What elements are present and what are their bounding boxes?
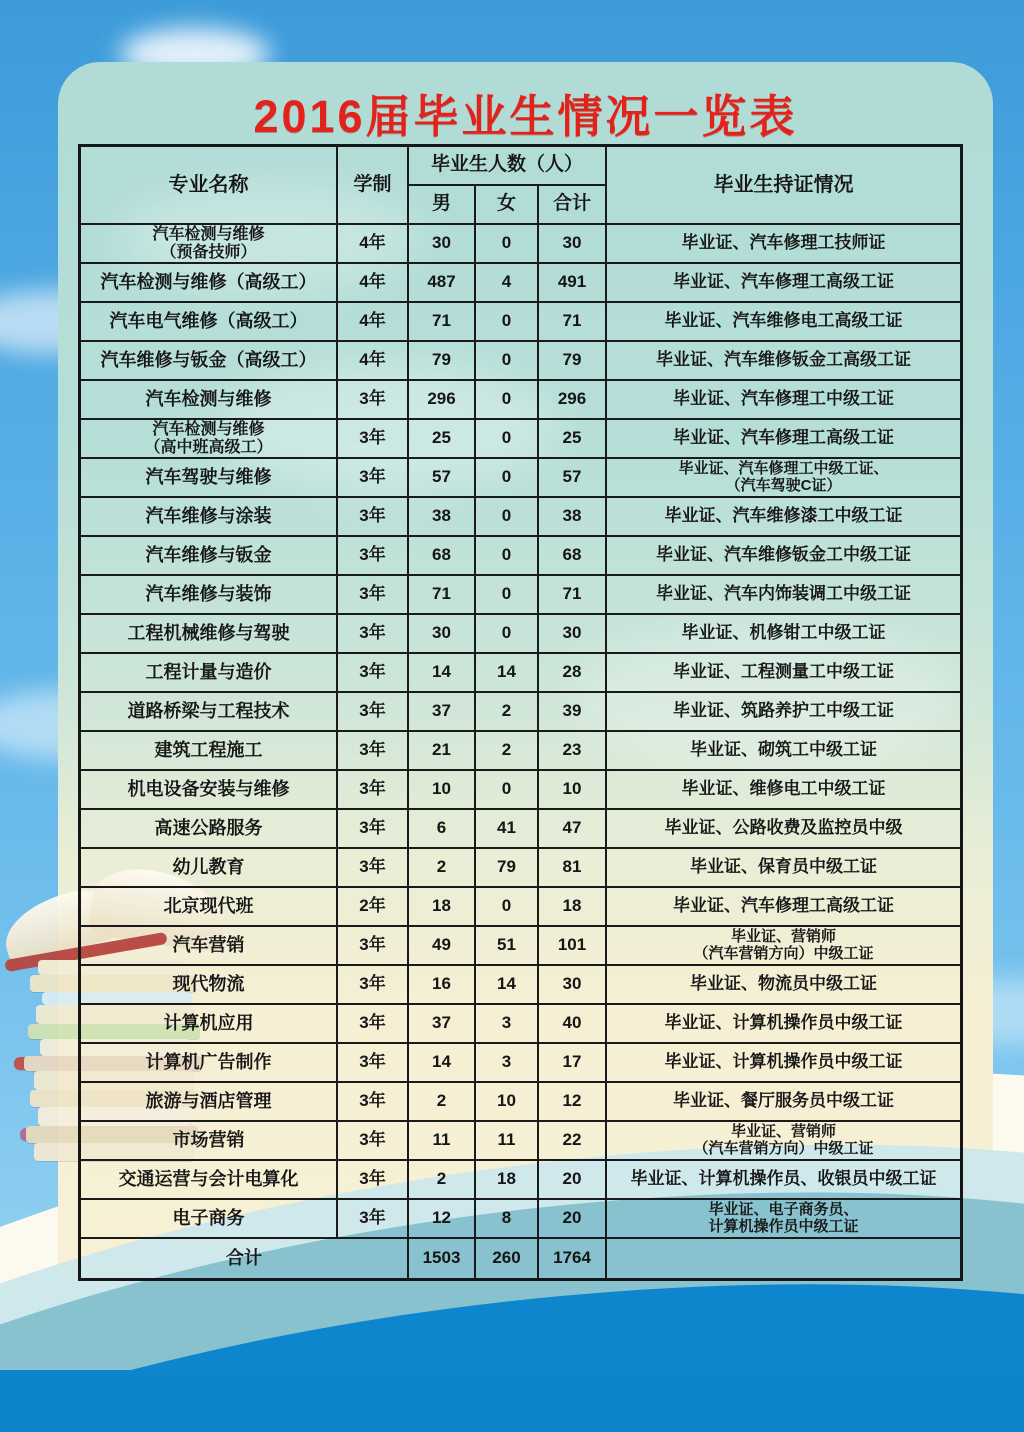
footer-label: 合计 xyxy=(81,1239,409,1278)
table-row xyxy=(81,693,960,732)
header-count-group-wrap xyxy=(409,147,607,225)
male-count-cell: 2 xyxy=(409,1083,476,1122)
female-count-cell: 0 xyxy=(476,342,539,381)
major-name-cell: 现代物流 xyxy=(81,966,338,1005)
cert-cell: 毕业证、汽车修理工中级工证 xyxy=(607,381,960,420)
major-name-cell: 道路桥梁与工程技术 xyxy=(81,693,338,732)
total-count-cell: 22 xyxy=(539,1122,607,1161)
total-count-cell: 79 xyxy=(539,342,607,381)
table-row xyxy=(81,1005,960,1044)
male-count-cell: 296 xyxy=(409,381,476,420)
male-count-cell: 6 xyxy=(409,810,476,849)
major-name-cell: 机电设备安装与维修 xyxy=(81,771,338,810)
total-count-cell: 101 xyxy=(539,927,607,966)
major-name-cell: 工程计量与造价 xyxy=(81,654,338,693)
total-count-cell: 18 xyxy=(539,888,607,927)
duration-cell: 4年 xyxy=(338,225,409,264)
table-row xyxy=(81,576,960,615)
female-count-cell: 2 xyxy=(476,732,539,771)
male-count-cell: 2 xyxy=(409,1161,476,1200)
duration-cell: 4年 xyxy=(338,264,409,303)
male-count-cell: 2 xyxy=(409,849,476,888)
duration-cell: 3年 xyxy=(338,732,409,771)
female-count-cell: 14 xyxy=(476,966,539,1005)
header-duration: 学制 xyxy=(338,147,409,225)
cert-cell: 毕业证、计算机操作员中级工证 xyxy=(607,1044,960,1083)
table-row xyxy=(81,537,960,576)
major-name-cell: 汽车维修与涂装 xyxy=(81,498,338,537)
female-count-cell: 51 xyxy=(476,927,539,966)
major-name-cell: 旅游与酒店管理 xyxy=(81,1083,338,1122)
female-count-cell: 0 xyxy=(476,498,539,537)
female-count-cell: 79 xyxy=(476,849,539,888)
table-row xyxy=(81,966,960,1005)
footer-male: 1503 xyxy=(409,1239,476,1278)
male-count-cell: 10 xyxy=(409,771,476,810)
male-count-cell: 11 xyxy=(409,1122,476,1161)
major-name-cell: 计算机广告制作 xyxy=(81,1044,338,1083)
total-count-cell: 10 xyxy=(539,771,607,810)
male-count-cell: 37 xyxy=(409,1005,476,1044)
table-row xyxy=(81,615,960,654)
total-count-cell: 38 xyxy=(539,498,607,537)
cert-cell: 毕业证、汽车修理工中级工证、 （汽车驾驶C证） xyxy=(607,459,960,498)
major-name-cell: 工程机械维修与驾驶 xyxy=(81,615,338,654)
cert-cell: 毕业证、砌筑工中级工证 xyxy=(607,732,960,771)
total-count-cell: 17 xyxy=(539,1044,607,1083)
female-count-cell: 0 xyxy=(476,771,539,810)
total-count-cell: 30 xyxy=(539,615,607,654)
major-name-cell: 幼儿教育 xyxy=(81,849,338,888)
table-row xyxy=(81,732,960,771)
female-count-cell: 41 xyxy=(476,810,539,849)
cert-cell: 毕业证、营销师 （汽车营销方向）中级工证 xyxy=(607,1122,960,1161)
female-count-cell: 11 xyxy=(476,1122,539,1161)
table-row xyxy=(81,810,960,849)
male-count-cell: 68 xyxy=(409,537,476,576)
duration-cell: 4年 xyxy=(338,342,409,381)
male-count-cell: 30 xyxy=(409,615,476,654)
cert-cell: 毕业证、汽车维修钣金工中级工证 xyxy=(607,537,960,576)
table-row xyxy=(81,1083,960,1122)
cert-cell: 毕业证、汽车维修钣金工高级工证 xyxy=(607,342,960,381)
cert-cell: 毕业证、保育员中级工证 xyxy=(607,849,960,888)
duration-cell: 3年 xyxy=(338,1083,409,1122)
table-row xyxy=(81,303,960,342)
major-name-cell: 汽车维修与钣金 xyxy=(81,537,338,576)
table-row xyxy=(81,927,960,966)
table-header xyxy=(81,147,960,225)
major-name-cell: 建筑工程施工 xyxy=(81,732,338,771)
table-row xyxy=(81,654,960,693)
female-count-cell: 3 xyxy=(476,1005,539,1044)
male-count-cell: 71 xyxy=(409,576,476,615)
female-count-cell: 0 xyxy=(476,381,539,420)
male-count-cell: 487 xyxy=(409,264,476,303)
total-count-cell: 20 xyxy=(539,1161,607,1200)
duration-cell: 2年 xyxy=(338,888,409,927)
footer-cert xyxy=(607,1239,960,1278)
cert-cell: 毕业证、餐厅服务员中级工证 xyxy=(607,1083,960,1122)
female-count-cell: 4 xyxy=(476,264,539,303)
female-count-cell: 10 xyxy=(476,1083,539,1122)
table-row xyxy=(81,459,960,498)
total-count-cell: 30 xyxy=(539,966,607,1005)
major-name-cell: 汽车检测与维修 xyxy=(81,381,338,420)
major-name-cell: 电子商务 xyxy=(81,1200,338,1239)
cert-cell: 毕业证、汽车维修电工高级工证 xyxy=(607,303,960,342)
duration-cell: 3年 xyxy=(338,966,409,1005)
cert-cell: 毕业证、机修钳工中级工证 xyxy=(607,615,960,654)
male-count-cell: 79 xyxy=(409,342,476,381)
total-count-cell: 20 xyxy=(539,1200,607,1239)
cert-cell: 毕业证、营销师 （汽车营销方向）中级工证 xyxy=(607,927,960,966)
cert-cell: 毕业证、汽车维修漆工中级工证 xyxy=(607,498,960,537)
duration-cell: 3年 xyxy=(338,1044,409,1083)
table-row xyxy=(81,1122,960,1161)
duration-cell: 3年 xyxy=(338,459,409,498)
male-count-cell: 18 xyxy=(409,888,476,927)
table-row xyxy=(81,771,960,810)
duration-cell: 3年 xyxy=(338,420,409,459)
header-male: 男 xyxy=(409,186,476,225)
total-count-cell: 25 xyxy=(539,420,607,459)
total-count-cell: 296 xyxy=(539,381,607,420)
female-count-cell: 0 xyxy=(476,303,539,342)
footer-total: 1764 xyxy=(539,1239,607,1278)
total-count-cell: 68 xyxy=(539,537,607,576)
duration-cell: 3年 xyxy=(338,381,409,420)
female-count-cell: 18 xyxy=(476,1161,539,1200)
male-count-cell: 16 xyxy=(409,966,476,1005)
major-name-cell: 汽车维修与装饰 xyxy=(81,576,338,615)
cert-cell: 毕业证、物流员中级工证 xyxy=(607,966,960,1005)
cert-cell: 毕业证、维修电工中级工证 xyxy=(607,771,960,810)
male-count-cell: 71 xyxy=(409,303,476,342)
duration-cell: 3年 xyxy=(338,693,409,732)
male-count-cell: 14 xyxy=(409,1044,476,1083)
female-count-cell: 3 xyxy=(476,1044,539,1083)
cert-cell: 毕业证、汽车修理工高级工证 xyxy=(607,264,960,303)
male-count-cell: 30 xyxy=(409,225,476,264)
female-count-cell: 14 xyxy=(476,654,539,693)
header-count-group: 毕业生人数（人） xyxy=(409,147,607,186)
page-title: 2016届毕业生情况一览表 xyxy=(253,91,798,142)
duration-cell: 3年 xyxy=(338,498,409,537)
total-count-cell: 12 xyxy=(539,1083,607,1122)
total-count-cell: 71 xyxy=(539,576,607,615)
major-name-cell: 市场营销 xyxy=(81,1122,338,1161)
duration-cell: 3年 xyxy=(338,1161,409,1200)
table-row xyxy=(81,1161,960,1200)
duration-cell: 3年 xyxy=(338,576,409,615)
major-name-cell: 高速公路服务 xyxy=(81,810,338,849)
bottom-band xyxy=(0,1370,1024,1432)
major-name-cell: 北京现代班 xyxy=(81,888,338,927)
male-count-cell: 38 xyxy=(409,498,476,537)
footer-female: 260 xyxy=(476,1239,539,1278)
major-name-cell: 汽车驾驶与维修 xyxy=(81,459,338,498)
total-count-cell: 40 xyxy=(539,1005,607,1044)
header-major: 专业名称 xyxy=(81,147,338,225)
male-count-cell: 14 xyxy=(409,654,476,693)
duration-cell: 4年 xyxy=(338,303,409,342)
male-count-cell: 37 xyxy=(409,693,476,732)
table-row xyxy=(81,420,960,459)
total-count-cell: 491 xyxy=(539,264,607,303)
duration-cell: 3年 xyxy=(338,615,409,654)
table-row xyxy=(81,225,960,264)
cert-cell: 毕业证、公路收费及监控员中级 xyxy=(607,810,960,849)
female-count-cell: 2 xyxy=(476,693,539,732)
major-name-cell: 汽车检测与维修 （预备技师） xyxy=(81,225,338,264)
table-row xyxy=(81,1200,960,1239)
male-count-cell: 25 xyxy=(409,420,476,459)
table-body xyxy=(81,225,960,1239)
duration-cell: 3年 xyxy=(338,537,409,576)
cert-cell: 毕业证、计算机操作员、收银员中级工证 xyxy=(607,1161,960,1200)
table-row xyxy=(81,342,960,381)
duration-cell: 3年 xyxy=(338,1122,409,1161)
total-count-cell: 81 xyxy=(539,849,607,888)
male-count-cell: 49 xyxy=(409,927,476,966)
cert-cell: 毕业证、汽车修理工高级工证 xyxy=(607,888,960,927)
duration-cell: 3年 xyxy=(338,1200,409,1239)
header-female: 女 xyxy=(476,186,539,225)
duration-cell: 3年 xyxy=(338,1005,409,1044)
table-row xyxy=(81,849,960,888)
cert-cell: 毕业证、电子商务员、 计算机操作员中级工证 xyxy=(607,1200,960,1239)
major-name-cell: 计算机应用 xyxy=(81,1005,338,1044)
total-count-cell: 28 xyxy=(539,654,607,693)
major-name-cell: 汽车电气维修（高级工） xyxy=(81,303,338,342)
total-count-cell: 30 xyxy=(539,225,607,264)
major-name-cell: 交通运营与会计电算化 xyxy=(81,1161,338,1200)
major-name-cell: 汽车营销 xyxy=(81,927,338,966)
table-row xyxy=(81,498,960,537)
cert-cell: 毕业证、汽车修理工技师证 xyxy=(607,225,960,264)
female-count-cell: 0 xyxy=(476,888,539,927)
header-cert: 毕业生持证情况 xyxy=(607,147,960,225)
major-name-cell: 汽车检测与维修（高级工） xyxy=(81,264,338,303)
female-count-cell: 0 xyxy=(476,615,539,654)
duration-cell: 3年 xyxy=(338,849,409,888)
female-count-cell: 0 xyxy=(476,537,539,576)
male-count-cell: 21 xyxy=(409,732,476,771)
major-name-cell: 汽车维修与钣金（高级工） xyxy=(81,342,338,381)
female-count-cell: 8 xyxy=(476,1200,539,1239)
duration-cell: 3年 xyxy=(338,927,409,966)
cert-cell: 毕业证、汽车内饰装调工中级工证 xyxy=(607,576,960,615)
table-row xyxy=(81,1044,960,1083)
cert-cell: 毕业证、计算机操作员中级工证 xyxy=(607,1005,960,1044)
female-count-cell: 0 xyxy=(476,459,539,498)
major-name-cell: 汽车检测与维修 （高中班高级工） xyxy=(81,420,338,459)
total-count-cell: 39 xyxy=(539,693,607,732)
duration-cell: 3年 xyxy=(338,771,409,810)
duration-cell: 3年 xyxy=(338,810,409,849)
table-row xyxy=(81,264,960,303)
total-count-cell: 57 xyxy=(539,459,607,498)
male-count-cell: 57 xyxy=(409,459,476,498)
total-count-cell: 23 xyxy=(539,732,607,771)
female-count-cell: 0 xyxy=(476,225,539,264)
female-count-cell: 0 xyxy=(476,420,539,459)
header-total: 合计 xyxy=(539,186,607,225)
total-count-cell: 71 xyxy=(539,303,607,342)
table-footer-row xyxy=(81,1239,960,1278)
female-count-cell: 0 xyxy=(476,576,539,615)
total-count-cell: 47 xyxy=(539,810,607,849)
male-count-cell: 12 xyxy=(409,1200,476,1239)
cert-cell: 毕业证、汽车修理工高级工证 xyxy=(607,420,960,459)
table-row xyxy=(81,888,960,927)
table-row xyxy=(81,381,960,420)
duration-cell: 3年 xyxy=(338,654,409,693)
graduates-table xyxy=(78,144,963,1281)
cert-cell: 毕业证、工程测量工中级工证 xyxy=(607,654,960,693)
cert-cell: 毕业证、筑路养护工中级工证 xyxy=(607,693,960,732)
